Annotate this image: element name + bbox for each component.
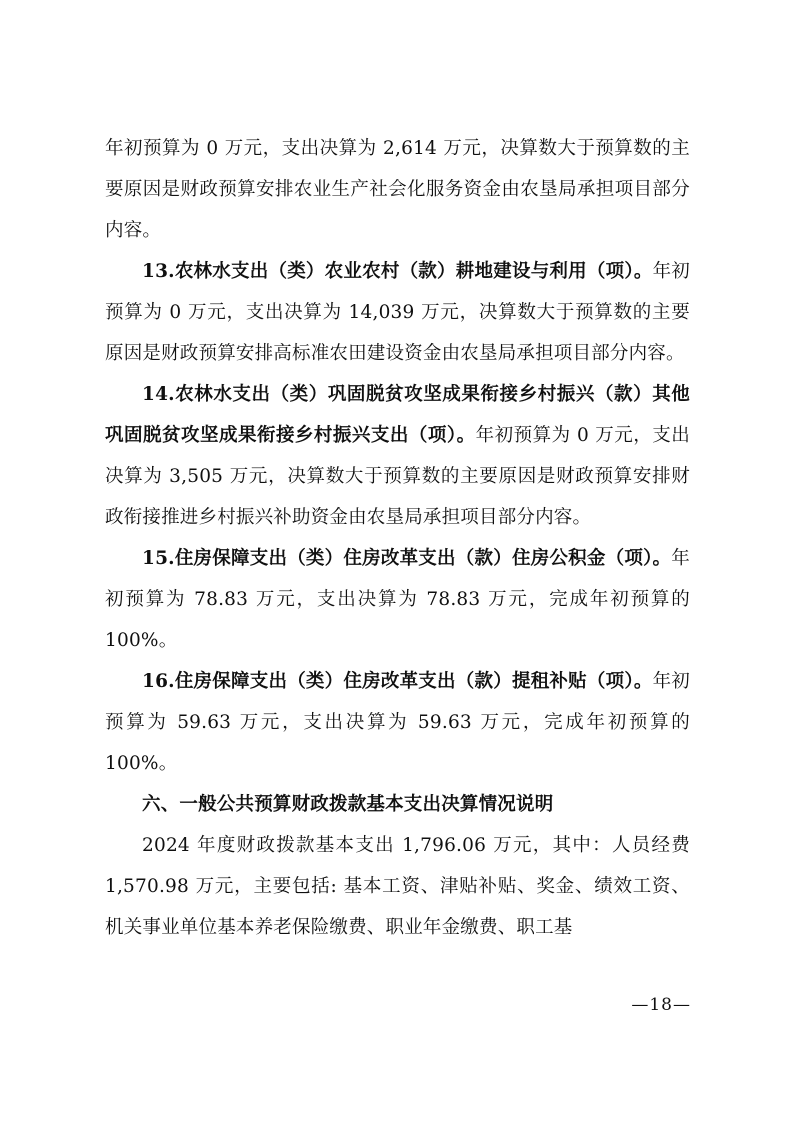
item-16-heading: 16.住房保障支出（类）住房改革支出（款）提租补贴（项）。 [142,671,653,692]
basic-expenditure-text: 2024 年度财政拨款基本支出 1,796.06 万元，其中：人员经费 1,570.98 万元，主要包括: 基本工资、津贴补贴、奖金、绩效工资、机关事业单位基本养老保险缴费、职业年金缴费、职工基 [105,835,690,938]
text-run: 年初预算为 0 万元，支出决算为 2,614 万元，决算数大于预算数的主要原因是财政预算安排农业生产社会化服务资金由农垦局承担项目部分内容。 [105,138,690,241]
item-15-heading: 15.住房保障支出（类）住房改革支出（款）住房公积金（项）。 [142,548,672,569]
paragraph-12-continuation [105,128,690,251]
document-body [105,128,690,948]
page-number: —18— [631,995,691,1015]
paragraph-basic-expenditure [105,825,690,948]
item-14-text: 年初预算为 0 万元，支出决算为 3,505 万元，决算数大于预算数的主要原因是财政预算安排财政衔接推进乡村振兴补助资金由农垦局承担项目部分内容。 [105,425,690,528]
paragraph-14 [105,374,690,538]
item-13-heading: 13.农林水支出（类）农业农村（款）耕地建设与利用（项）。 [142,261,653,282]
section-heading-six-text: 六、一般公共预算财政拨款基本支出决算情况说明 [142,794,554,815]
section-heading-six [105,784,690,825]
paragraph-13 [105,251,690,374]
item-13-text: 年初预算为 0 万元，支出决算为 14,039 万元，决算数大于预算数的主要原因是财政预算安排高标准农田建设资金由农垦局承担项目部分内容。 [105,261,690,364]
item-14-heading: 14.农林水支出（类）巩固脱贫攻坚成果衔接乡村振兴（款）其他巩固脱贫攻坚成果衔接乡村振兴支出（项）。 [105,384,690,446]
item-15-text: 年初预算为 78.83 万元，支出决算为 78.83 万元，完成年初预算的 100%。 [105,548,690,651]
item-16-text: 年初预算为 59.63 万元，支出决算为 59.63 万元，完成年初预算的 100%。 [105,671,690,774]
paragraph-16 [105,661,690,784]
paragraph-15 [105,538,690,661]
